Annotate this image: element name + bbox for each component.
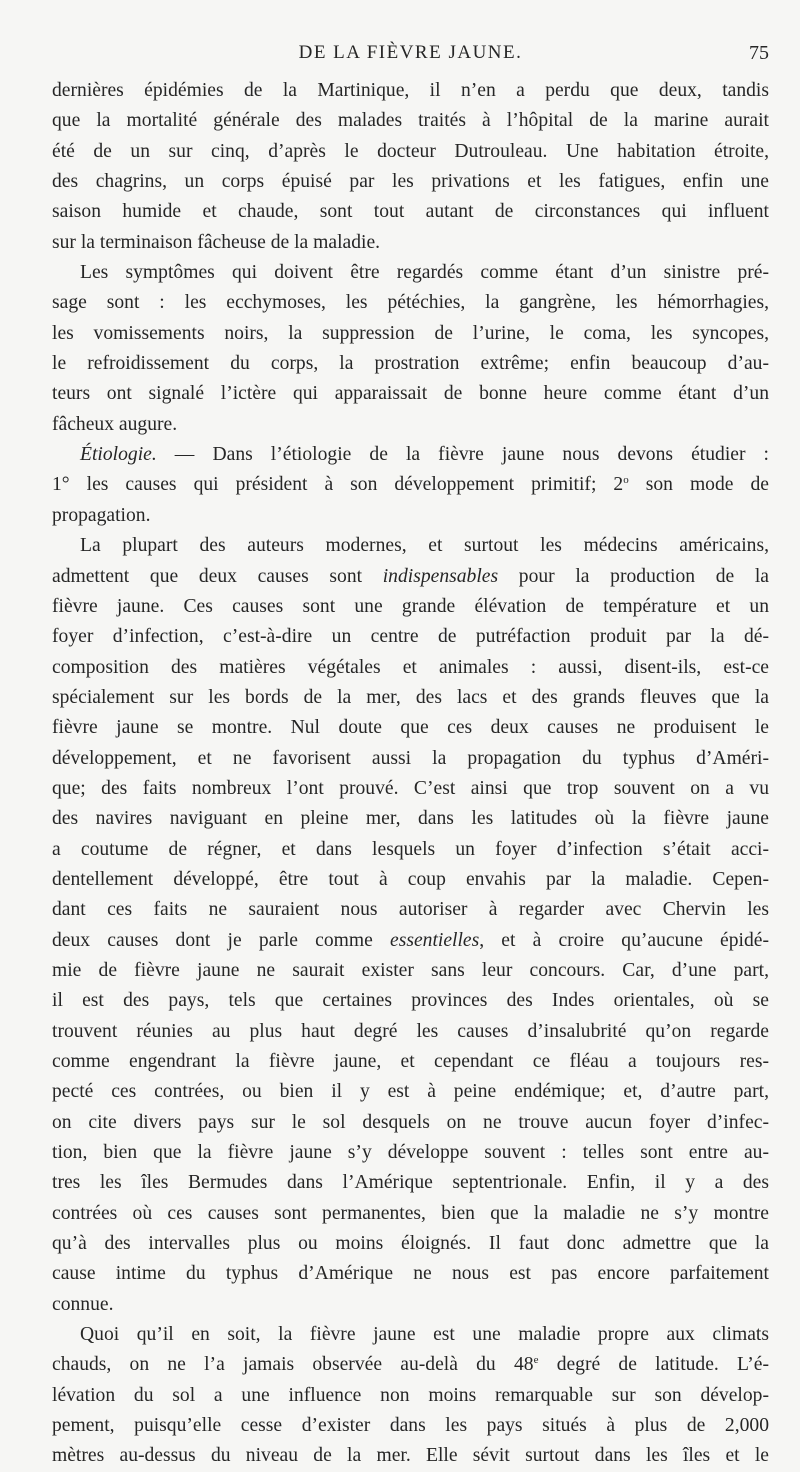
text-line [52, 926, 769, 956]
text-line: mètres au-dessus du niveau de la mer. Elle sévit surtout dans les îles et le [52, 1445, 769, 1467]
text-line: fièvre jaune se montre. Nul doute que ces deux causes ne produisent le [52, 717, 769, 739]
text-line: des navires naviguant en pleine mer, dans les latitudes où la fièvre jaune [52, 808, 769, 830]
running-title: DE LA FIÈVRE JAUNE. [298, 42, 523, 63]
text-segment-sup: e [533, 1354, 539, 1367]
text-segment-pre: admettent que deux causes sont [52, 565, 383, 587]
text-line: été de un sur cinq, d’après le docteur Dutrouleau. Une habitation étroite, [52, 140, 769, 162]
text-line: sage sont : les ecchymoses, les pétéchies, la gangrène, les hémorrhagies, [52, 292, 769, 314]
text-line: pement, puisqu’elle cesse d’exister dans les pays situés à plus de 2,000 [52, 1415, 769, 1437]
text-line: Quoi qu’il en soit, la fièvre jaune est une maladie propre aux climats [80, 1324, 769, 1346]
page-number: 75 [749, 42, 769, 64]
text-line [52, 562, 769, 592]
text-line: tres les îles Bermudes dans l’Amérique septentrionale. Enfin, il y a des [52, 1172, 769, 1194]
running-head [52, 42, 769, 66]
text-segment-italic: essentielles [390, 929, 480, 951]
text-line [52, 440, 769, 470]
text-line: fâcheux augure. [52, 413, 178, 435]
text-line: que; des faits nombreux l’ont prouvé. C’est ainsi que trop souvent on a vu [52, 777, 769, 799]
text-segment-italic: indispensables [382, 565, 499, 587]
text-line: fièvre jaune. Ces causes sont une grande élévation de température et un [52, 595, 769, 617]
text-line: développement, et ne favorisent aussi la propagation du typhus d’Améri- [52, 747, 769, 769]
text-line: mie de fièvre jaune ne saurait exister sans leur concours. Car, d’une part, [52, 959, 769, 981]
text-segment-italic: Étiologie. [80, 444, 157, 466]
text-line: trouvent réunies au plus haut degré les causes d’insalubrité qu’on regarde [52, 1020, 769, 1042]
text-line: sur la terminaison fâcheuse de la maladie. [52, 231, 381, 253]
text-line: connue. [52, 1293, 114, 1315]
text-line: il est des pays, tels que certaines provinces des Indes orientales, où se [52, 990, 769, 1012]
text-line: on cite divers pays sur le sol desquels on ne trouve aucun foyer d’infec- [52, 1111, 769, 1133]
text-segment-sup: o [623, 474, 629, 487]
text-line: Les symptômes qui doivent être regardés comme étant d’un sinistre pré- [80, 262, 769, 284]
text-line [52, 470, 769, 500]
text-line: dentellement développé, être tout à coup envahis par la maladie. Cepen- [52, 868, 769, 890]
text-line: teurs ont signalé l’ictère qui apparaissait de bonne heure comme étant d’un [52, 383, 769, 405]
text-line: des chagrins, un corps épuisé par les privations et les fatigues, enfin une [52, 171, 769, 193]
text-segment-pre: 1° les causes qui président à son développement primitif; 2 [52, 474, 624, 496]
text-line: propagation. [52, 504, 151, 526]
text-segment-pre: deux causes dont je parle comme [52, 929, 390, 951]
text-line: lévation du sol a une influence non moins remarquable sur son dévelop- [52, 1384, 769, 1406]
text-line: a coutume de régner, et dans lesquels un foyer d’infection s’était acci- [52, 838, 769, 860]
text-line: La plupart des auteurs modernes, et surtout les médecins américains, [80, 535, 769, 557]
text-line: dernières épidémies de la Martinique, il n’en a perdu que deux, tandis [52, 80, 769, 101]
text-line: composition des matières végétales et animales : aussi, disent-ils, est-ce [52, 656, 769, 678]
text-segment-post: , et à croire qu’aucune épidé- [479, 929, 769, 951]
text-line: contrées où ces causes sont permanentes, bien que la maladie ne s’y montre [52, 1202, 769, 1224]
text-line: le refroidissement du corps, la prostration extrême; enfin beaucoup d’au- [52, 353, 769, 375]
text-line [52, 1350, 769, 1380]
text-line: cause intime du typhus d’Amérique ne nous est pas encore parfaitement [52, 1263, 769, 1285]
text-segment-post: pour la production de la [498, 565, 769, 587]
text-line: dant ces faits ne sauraient nous autoriser à regarder avec Chervin les [52, 899, 769, 921]
text-line: saison humide et chaude, sont tout autant de circonstances qui influent [52, 201, 769, 223]
text-line: qu’à des intervalles plus ou moins éloignés. Il faut donc admettre que la [52, 1233, 769, 1255]
text-segment-rest: — Dans l’étiologie de la fièvre jaune nous devons étudier : [156, 444, 769, 466]
text-line: pecté ces contrées, ou bien il y est à peine endémique; et, d’autre part, [52, 1081, 769, 1103]
text-line: spécialement sur les bords de la mer, des lacs et des grands fleuves que la [52, 686, 769, 708]
text-segment-post: degré de latitude. L’é- [538, 1354, 769, 1376]
text-line: les vomissements noirs, la suppression de l’urine, le coma, les syncopes, [52, 322, 769, 344]
text-segment-post: son mode de [628, 474, 769, 496]
text-line: tion, bien que la fièvre jaune s’y développe souvent : telles sont entre au- [52, 1142, 769, 1164]
text-segment-pre: chauds, on ne l’a jamais observée au-delà du 48 [52, 1354, 534, 1376]
text-line: foyer d’infection, c’est-à-dire un centre de putréfaction produit par la dé- [52, 626, 769, 648]
body-text [52, 76, 769, 1472]
text-line: que la mortalité générale des malades traités à l’hôpital de la marine aurait [52, 110, 769, 132]
text-line: comme engendrant la fièvre jaune, et cependant ce fléau a toujours res- [52, 1051, 769, 1072]
